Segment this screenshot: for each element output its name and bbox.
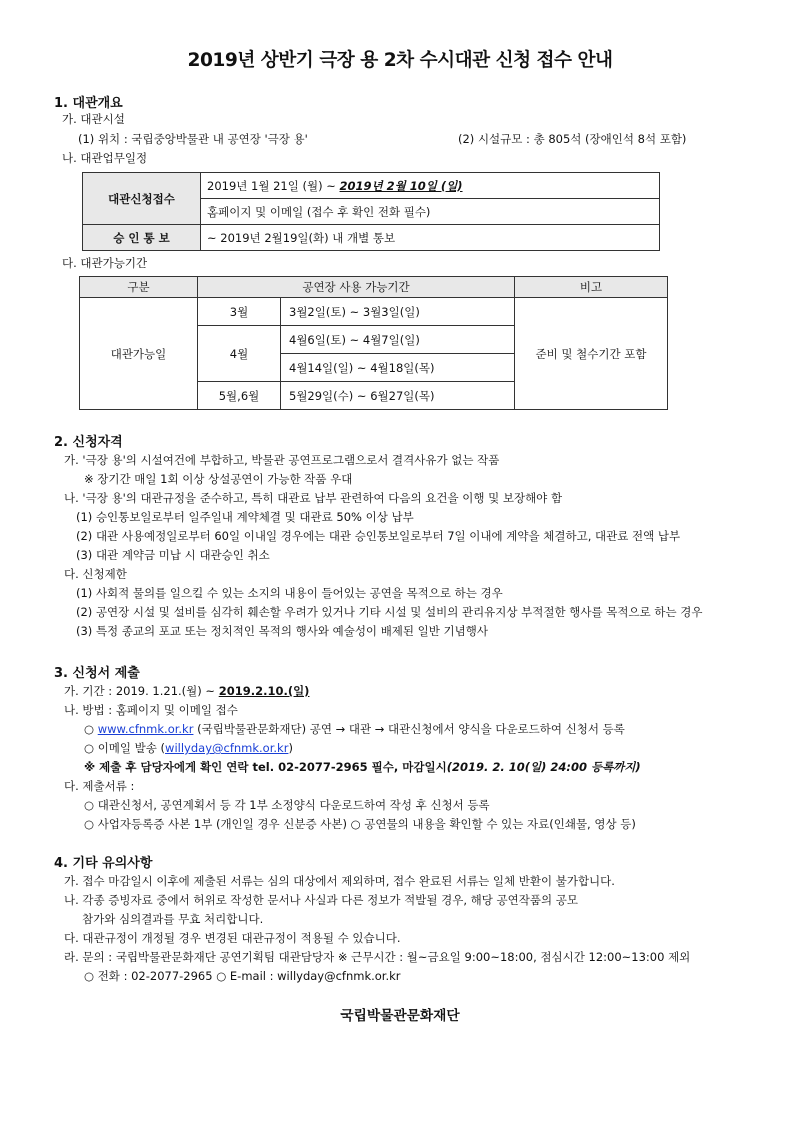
s2-da-3: (3) 특정 종교의 포교 또는 정치적인 목적의 행사와 예술성이 배제된 일반 기념행사 — [76, 624, 488, 638]
availability-note: 준비 및 철수기간 포함 — [515, 298, 668, 410]
s3-homepage: ○ www.cfnmk.or.kr (국립박물관문화재단) 공연 → 대관 → 대관신청에서 양식을 다운로드하여 신청서 등록 — [84, 722, 625, 736]
schedule-table — [82, 172, 660, 251]
month-april: 4월 — [198, 326, 281, 382]
section-3-heading: 3. 신청서 제출 — [54, 666, 140, 681]
s3-doc-1: ○ 대관신청서, 공연계획서 등 각 1부 소정양식 다운로드하여 작성 후 신청서 등록 — [84, 798, 490, 812]
availability-type: 대관가능일 — [80, 298, 198, 410]
month-may-june: 5월,6월 — [198, 382, 281, 410]
th-note: 비고 — [515, 277, 668, 298]
schedule-approval-value: ~ 2019년 2월19일(화) 내 개별 통보 — [201, 225, 660, 251]
email-link[interactable]: willyday@cfnmk.or.kr — [165, 741, 289, 755]
schedule-label-approval: 승 인 통 보 — [83, 225, 201, 251]
period-april-1: 4월6일(토) ~ 4월7일(일) — [281, 326, 515, 354]
footer-organization: 국립박물관문화재단 — [340, 1008, 460, 1024]
section-2-heading: 2. 신청자격 — [54, 435, 123, 450]
period-may-june: 5월29일(수) ~ 6월27일(목) — [281, 382, 515, 410]
s2-na-2: (2) 대관 사용예정일로부터 60일 이내일 경우에는 대관 승인통보일로부터 7일 이내에 계약을 체결하고, 대관료 전액 납부 — [76, 529, 681, 543]
s2-na: 나. '극장 용'의 대관규정을 준수하고, 특히 대관료 납부 관련하여 다음의 요건을 이행 및 보장해야 함 — [64, 491, 563, 505]
s4-na-2: 참가와 심의결과를 무효 처리합니다. — [82, 912, 264, 926]
s3-ga: 가. 기간 : 2019. 1.21.(월) ~ 2019.2.10.(일) — [64, 684, 310, 698]
s2-na-1: (1) 승인통보일로부터 일주일내 계약체결 및 대관료 50% 이상 납부 — [76, 510, 414, 524]
s1-ga: 가. 대관시설 — [62, 112, 125, 126]
schedule-apply-period: 2019년 1월 21일 (월) ~ 2019년 2월 10일 (일) — [201, 173, 660, 199]
s4-da: 다. 대관규정이 개정될 경우 변경된 대관규정이 적용될 수 있습니다. — [64, 931, 401, 945]
period-april-2: 4월14일(일) ~ 4월18일(목) — [281, 354, 515, 382]
s2-ga: 가. '극장 용'의 시설여건에 부합하고, 박물관 공연프로그램으로서 결격사유가 없는 작품 — [64, 453, 500, 467]
section-1-heading: 1. 대관개요 — [54, 96, 123, 111]
availability-table — [79, 276, 668, 410]
page-title: 2019년 상반기 극장 용 2차 수시대관 신청 접수 안내 — [187, 50, 613, 71]
s2-da: 다. 신청제한 — [64, 567, 127, 581]
s1-location: (1) 위치 : 국립중앙박물관 내 공연장 '극장 용' — [78, 132, 308, 146]
s2-ga-note: ※ 장기간 매일 1회 이상 상설공연이 가능한 작품 우대 — [84, 472, 353, 486]
month-march: 3월 — [198, 298, 281, 326]
s1-na: 나. 대관업무일정 — [62, 151, 148, 165]
homepage-link[interactable]: www.cfnmk.or.kr — [97, 722, 194, 736]
s4-ra: 라. 문의 : 국립박물관문화재단 공연기획팀 대관담당자 ※ 근무시간 : 월~금요일 9:00~18:00, 점심시간 12:00~13:00 제외 — [64, 950, 691, 964]
s4-na-1: 나. 각종 증빙자료 중에서 허위로 작성한 문서나 사실과 다른 정보가 적발될 경우, 해당 공연작품의 공모 — [64, 893, 578, 907]
period-march: 3월2일(토) ~ 3월3일(일) — [281, 298, 515, 326]
s3-notice: ※ 제출 후 담당자에게 확인 연락 tel. 02-2077-2965 필수, 마감일시(2019. 2. 10(일) 24:00 등록까지) — [84, 760, 641, 774]
s2-da-2: (2) 공연장 시설 및 설비를 심각히 훼손할 우려가 있거나 기타 시설 및 설비의 관리유지상 부적절한 행사를 목적으로 하는 경우 — [76, 605, 703, 619]
section-4-heading: 4. 기타 유의사항 — [54, 856, 153, 871]
schedule-label-apply: 대관신청접수 — [83, 173, 201, 225]
s4-ga: 가. 접수 마감일시 이후에 제출된 서류는 심의 대상에서 제외하며, 접수 완료된 서류는 일체 반환이 불가합니다. — [64, 874, 615, 888]
schedule-apply-method: 홈페이지 및 이메일 (접수 후 확인 전화 필수) — [201, 199, 660, 225]
s2-na-3: (3) 대관 계약금 미납 시 대관승인 취소 — [76, 548, 270, 562]
s3-doc-2: ○ 사업자등록증 사본 1부 (개인일 경우 신분증 사본) ○ 공연물의 내용을 확인할 수 있는 자료(인쇄물, 영상 등) — [84, 817, 636, 831]
s1-da: 다. 대관가능기간 — [62, 256, 148, 270]
s1-capacity: (2) 시설규모 : 총 805석 (장애인석 8석 포함) — [458, 132, 687, 146]
s2-da-1: (1) 사회적 물의를 일으킬 수 있는 소지의 내용이 들어있는 공연을 목적으로 하는 경우 — [76, 586, 503, 600]
s3-email: ○ 이메일 발송 (willyday@cfnmk.or.kr) — [84, 741, 293, 755]
th-type: 구분 — [80, 277, 198, 298]
th-period: 공연장 사용 가능기간 — [198, 277, 515, 298]
s3-na: 나. 방법 : 홈페이지 및 이메일 접수 — [64, 703, 238, 717]
s4-contact: ○ 전화 : 02-2077-2965 ○ E-mail : willyday@cfnmk.or.kr — [84, 969, 401, 983]
s3-da: 다. 제출서류 : — [64, 779, 135, 793]
